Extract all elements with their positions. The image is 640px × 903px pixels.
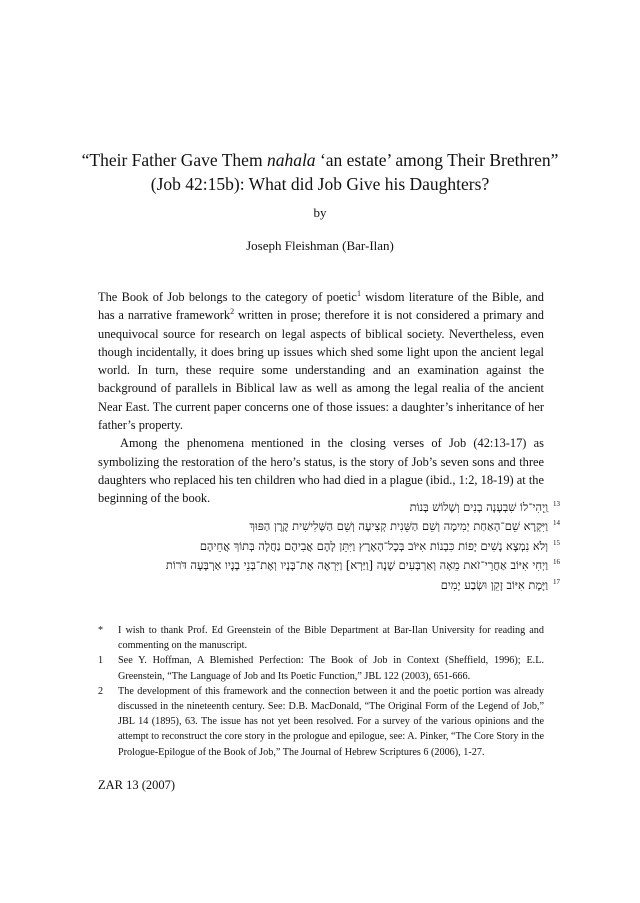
verse-number: 13 [553,500,560,508]
paragraph-1 [98,288,544,434]
hebrew-verse [100,535,560,554]
verse-text: וַיִּקְרָא שֵׁם־הָאַחַת יְמִימָה וְשֵׁם הַשֵּׁנִית קְצִיעָה וְשֵׁם הַשְּׁלִישִׁית קֶרֶן הַפּוּךְ [249,519,548,534]
title-italic-term: nahala [266,150,316,170]
verse-number: 14 [553,519,560,528]
footnote-mark: * [98,625,104,636]
title-text-b: ‘an estate’ among Their Brethren” [315,150,559,170]
footnote-text: I wish to thank Prof. Ed Greenstein of the Bible Department at Bar-Ilan University for reading and commenting on the manuscript. [118,625,544,652]
body-text [98,288,544,508]
footnote-ref-2[interactable]: 2 [230,307,235,317]
footnote-acknowledgment [98,623,544,653]
footnote-1 [98,653,544,683]
hebrew-verse [100,515,560,534]
footnote-2 [98,684,544,760]
verse-text: וַֽיְהִי־לוֹ שִׁבְעָנָה בָנִים וְשָׁלוֹשׁ בָּנוֹת [409,500,548,514]
author-name: Joseph Fleishman (Bar-Ilan) [246,238,394,253]
verse-text: וַיְחִי אִיּוֹב אַחֲרֵי־זֹאת מֵאָה וְאַרְבָּעִים שָׁנָה [וַיַּרְא] וַיִּרְאֶה אֶת־בָּנָיו וְאֶת־בְּנֵי בָנָיו אַרְבָּעָה דֹּרוֹת [165,558,548,573]
byline: by [313,205,327,220]
journal-footer: ZAR 13 (2007) [98,778,176,792]
footnote-text: The development of this framework and the connection between it and the poetic portion was already discussed in the nineteenth century. See: D.B. MacDonald, “The Original Form of the Legend of Job,” JBL 14 (1895), 63. The issue has not yet been resolved. For a survey of the various opinions and the attempt to reconstruct the core story in the prologue and epilogue, see: A. Pinker, “The Core Story in the Prologue-Epilogue of the Book of Job,” The Journal of Hebrew Scriptures 6 (2006), 1-27. [118,685,544,758]
footnote-ref-1[interactable]: 1 [356,289,361,298]
verse-number: 16 [553,558,560,567]
paragraph-1-part-b: wisdom literature of the Bible, and has a narrative framework [98,290,544,323]
title-line-1 [60,148,580,172]
footnote-mark: 2 [98,685,104,697]
hebrew-verse [100,574,560,593]
hebrew-quotation [100,496,560,593]
title-text-a: “Their Father Gave Them [81,150,267,170]
hebrew-verse [100,554,560,573]
paragraph-2: Among the phenomena mentioned in the closing verses of Job (42:13-17) as symbolizing the restoration of the hero’s status, is the story of Job’s seven sons and three daughters who replaced his ten children who had died in a plague (ibid., 1:2, 18-19) at the beginning of the book. [98,436,544,506]
verse-text: וְלֹא נִמְצָא נָשִׁים יָפוֹת כִּבְנוֹת אִיּוֹב בְּכָל־הָאָרֶץ וַיִּתֵּן לָהֶם אֲבִיהֶם נַחֲלָה בְּתוֹךְ אֲחֵיהֶם [199,538,548,553]
verse-number: 15 [553,538,560,547]
title-line-2: (Job 42:15b): What did Job Give his Daughters? [150,174,490,194]
paragraph-1-part-a: The Book of Job belongs to the category of poetic [98,290,357,304]
footnote-mark: 1 [98,655,104,667]
article-title [60,148,580,196]
hebrew-verse [100,496,560,515]
verse-number: 17 [553,577,560,586]
verse-text: וַיָּמָת אִיּוֹב זָקֵן וּשְׂבַע יָמִים [440,577,548,592]
footnotes [98,623,544,760]
footnote-text: See Y. Hoffman, A Blemished Perfection: The Book of Job in Context (Sheffield, 1996); E.L. Greenstein, “The Language of Job and Its Poetic Function,” JBL 122 (2003), 651-666. [118,655,544,682]
paragraph-1-part-c: written in prose; therefore it is not considered a primary and unequivocal source for research on legal aspects of biblical society. Nevertheless, even though incidentally, it does bring up issues which shed some light upon the ancient legal world. In turn, these require some understanding and an examination against the background of parallels in Biblical law as well as among the legal realia of the ancient Near East. The current paper concerns one of those issues: a daughter’s inheritance of her father’s property. [98,308,544,433]
